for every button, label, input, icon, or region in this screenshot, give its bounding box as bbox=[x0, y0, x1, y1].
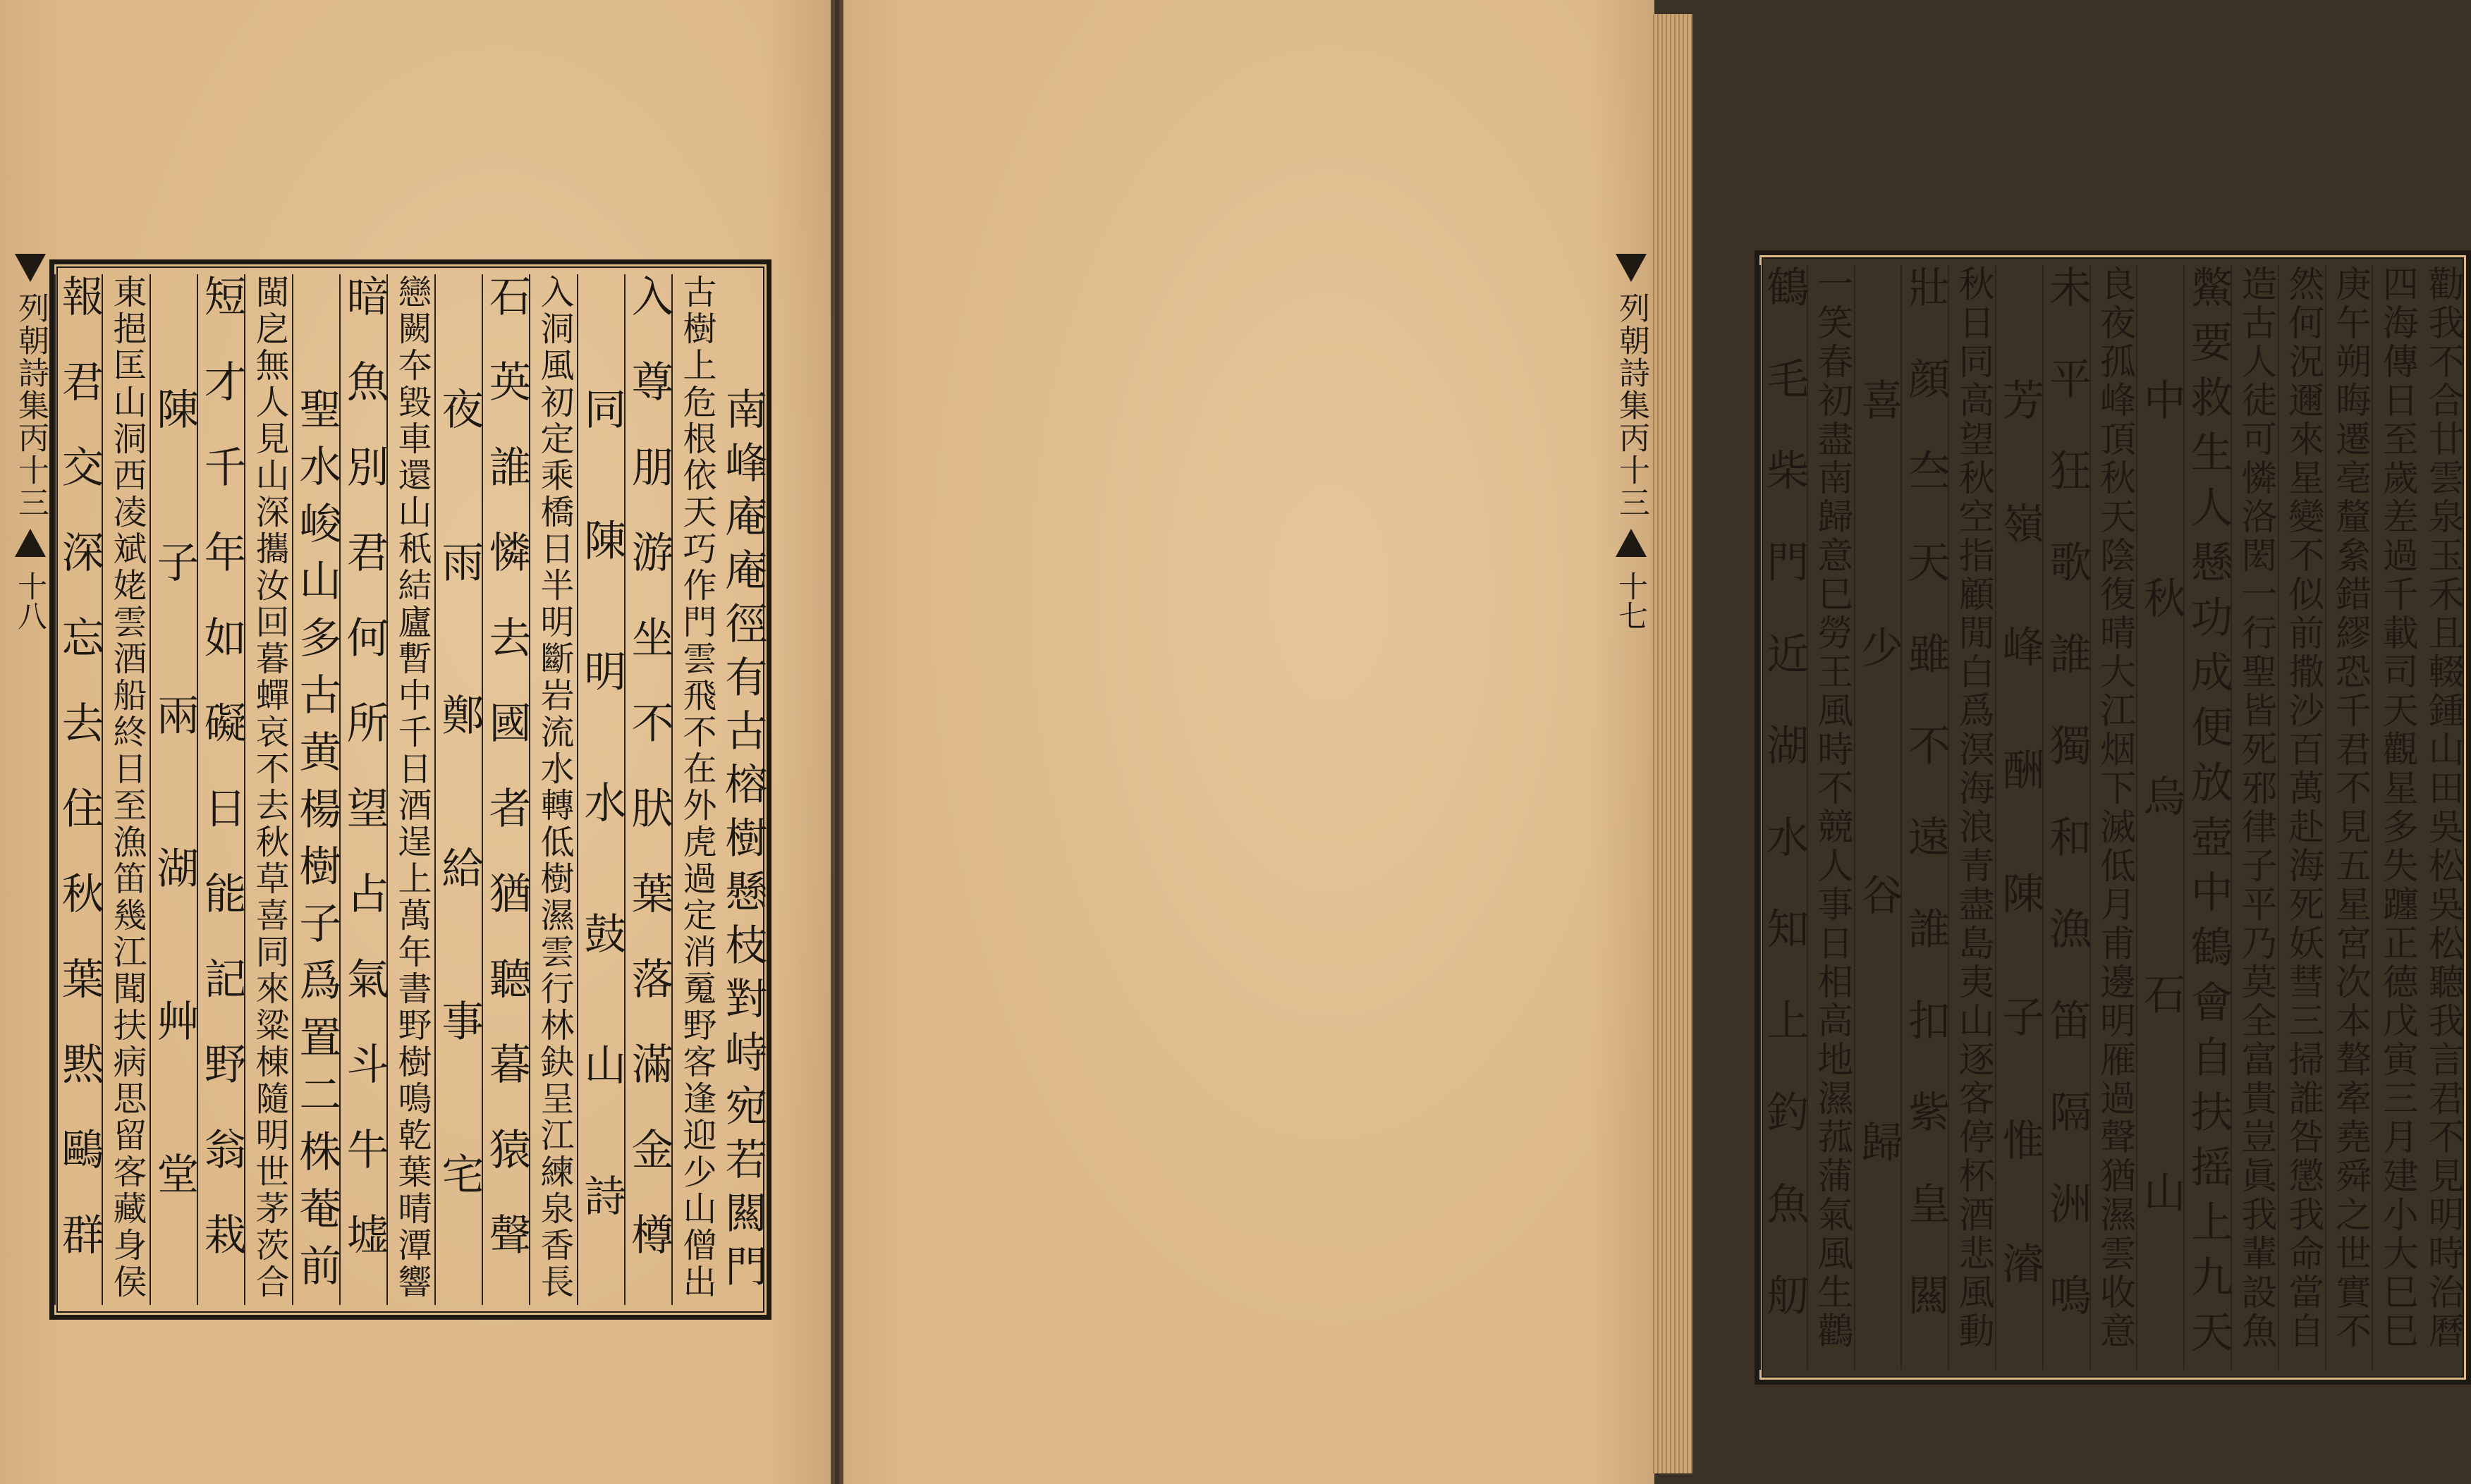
column-text: 南峰庵庵徑有古榕樹懸枝對峙宛若闗門 bbox=[718, 387, 768, 1298]
column-text: 喜少谷歸 bbox=[1853, 378, 1903, 1368]
column-text: 閩戹無人見山深攜汝回暮蟬哀不去秋草喜同來粱棟隨明世茅茨合 bbox=[249, 274, 289, 1301]
text-column bbox=[1854, 265, 1903, 1370]
text-column bbox=[2136, 265, 2185, 1370]
column-text: 庚午朔晦遷亳釐絫錯繆恐千君不見五星宮次本聱牽堯舜之世實不 bbox=[2329, 265, 2371, 1351]
left-page-fore-edge bbox=[14, 254, 47, 1311]
left-folio-number: 十八 bbox=[13, 571, 48, 630]
column-text: 入洞風初定乘橋日半明斷岩流水轉低樹濕雲行林鈌呈江練泉香長 bbox=[534, 274, 574, 1301]
column-text: 秋日同高望秋空指顧閒白爲溟海浪青盡島夷山逐客停杯酒悲風動 bbox=[1952, 265, 1994, 1351]
text-column bbox=[54, 274, 103, 1305]
column-text: 中秋烏石山 bbox=[2136, 378, 2186, 1368]
text-column bbox=[292, 274, 341, 1305]
text-column bbox=[577, 274, 626, 1305]
text-column bbox=[244, 274, 293, 1305]
text-column bbox=[719, 274, 767, 1305]
column-text: 一笑春初盡南歸意巳勞王風時不競人事日相高地濕菰蒲氣風生鸛 bbox=[1810, 265, 1853, 1351]
text-column bbox=[2278, 265, 2326, 1370]
column-text: 四海傳日至歲差過千載司天觀星多失躔正德戊寅三月建小大巳巳 bbox=[2376, 265, 2418, 1351]
text-column bbox=[1900, 265, 1949, 1370]
column-text: 短才千年如礙日能記野翁栽 bbox=[197, 274, 247, 1298]
text-column bbox=[482, 274, 530, 1305]
right-folio-number: 十七 bbox=[1614, 571, 1649, 630]
text-column bbox=[1995, 265, 2044, 1370]
right-page-fore-edge bbox=[1615, 254, 1647, 1368]
column-text: 然何況邇來星變不似前撒沙百萬赴海死妖彗三掃誰咎懲我命當自 bbox=[2281, 265, 2324, 1351]
text-column bbox=[434, 274, 483, 1305]
column-text: 聖水峻山多古黄楊樹子爲置二株菴前 bbox=[292, 387, 342, 1301]
text-column bbox=[150, 274, 198, 1305]
fish-tail-icon bbox=[1616, 254, 1647, 282]
column-text: 暗魚別君何所望占氣斗牛墟 bbox=[339, 274, 389, 1298]
column-text: 鱉要救生人懸功成便放壺中鶴會自扶摇上九天 bbox=[2183, 265, 2233, 1365]
text-column bbox=[2325, 265, 2374, 1370]
column-text: 未平狂歌誰獨和漁笛隔洲鳴 bbox=[2042, 265, 2092, 1365]
text-column bbox=[2183, 265, 2232, 1370]
text-column bbox=[197, 274, 245, 1305]
text-column bbox=[386, 274, 435, 1305]
text-column bbox=[2042, 265, 2091, 1370]
text-column bbox=[1948, 265, 1996, 1370]
column-text: 良夜孤峰頂秋天陰復晴大江烟下滅低月甫邊明雁過聲猶濕雲收意 bbox=[2093, 265, 2135, 1351]
left-book-title: 列朝詩集丙十三 bbox=[13, 292, 49, 519]
text-column bbox=[2372, 265, 2420, 1370]
column-text: 壯顔夳天雖不遠誰扣紫皇闗 bbox=[1900, 265, 1951, 1365]
column-text: 芳嶺峰酬陳子惟濬 bbox=[1995, 378, 2045, 1365]
text-column bbox=[102, 274, 150, 1305]
column-text: 造古人徒可憐洛閎一行聖皆死邪律子平乃莫全富貴豈眞我輩設魚 bbox=[2234, 265, 2276, 1351]
column-text: 東挹匡山洞西凌斌姥雲酒船終日至漁笛幾江聞扶病思留客藏身侯 bbox=[106, 274, 147, 1301]
fish-tail-icon bbox=[15, 529, 46, 557]
left-text-frame bbox=[49, 259, 771, 1320]
text-column bbox=[671, 274, 720, 1305]
text-column bbox=[2231, 265, 2279, 1370]
text-column bbox=[1759, 265, 1808, 1370]
column-text: 鶴毛柴門近湖水知上釣魚舠 bbox=[1759, 265, 1810, 1365]
right-text-frame bbox=[1755, 250, 2471, 1385]
column-text: 石英誰憐去國者猶聽暮猿聲 bbox=[482, 274, 532, 1298]
right-book-title: 列朝詩集丙十三 bbox=[1613, 292, 1649, 519]
column-text: 入尊朋游坐不肰葉落滿金樽 bbox=[624, 274, 674, 1298]
text-column bbox=[1807, 265, 1855, 1370]
fish-tail-icon bbox=[1616, 529, 1647, 557]
fish-tail-icon bbox=[15, 254, 46, 282]
column-text: 夜雨鄭給事宅 bbox=[434, 387, 484, 1305]
left-page bbox=[0, 0, 835, 1484]
column-text: 戀闕夲毀車還山秖結廬暫中千日酒逞上萬年書野樹鳴乾葉晴潭響 bbox=[391, 274, 432, 1301]
column-text: 同陳明水鼓山詩 bbox=[577, 387, 627, 1305]
column-text: 古樹上危根依天巧作門雲飛不在外虎過定消䰟野客逢迎少山僧出 bbox=[676, 274, 716, 1301]
column-text: 陳子兩湖艸堂 bbox=[150, 387, 200, 1305]
text-column bbox=[2419, 265, 2466, 1370]
text-column bbox=[529, 274, 578, 1305]
page-edges bbox=[1650, 14, 1692, 1473]
text-column bbox=[2089, 265, 2138, 1370]
text-column bbox=[624, 274, 673, 1305]
right-page bbox=[839, 0, 2464, 1484]
column-text: 勸我不合廿雲泉玉禾且輟鍾山田吳松吳松聽我言君不見明時治曆 bbox=[2422, 265, 2464, 1351]
column-text: 報君交深忘去住秋葉黙鷗群 bbox=[54, 274, 104, 1298]
text-column bbox=[339, 274, 388, 1305]
